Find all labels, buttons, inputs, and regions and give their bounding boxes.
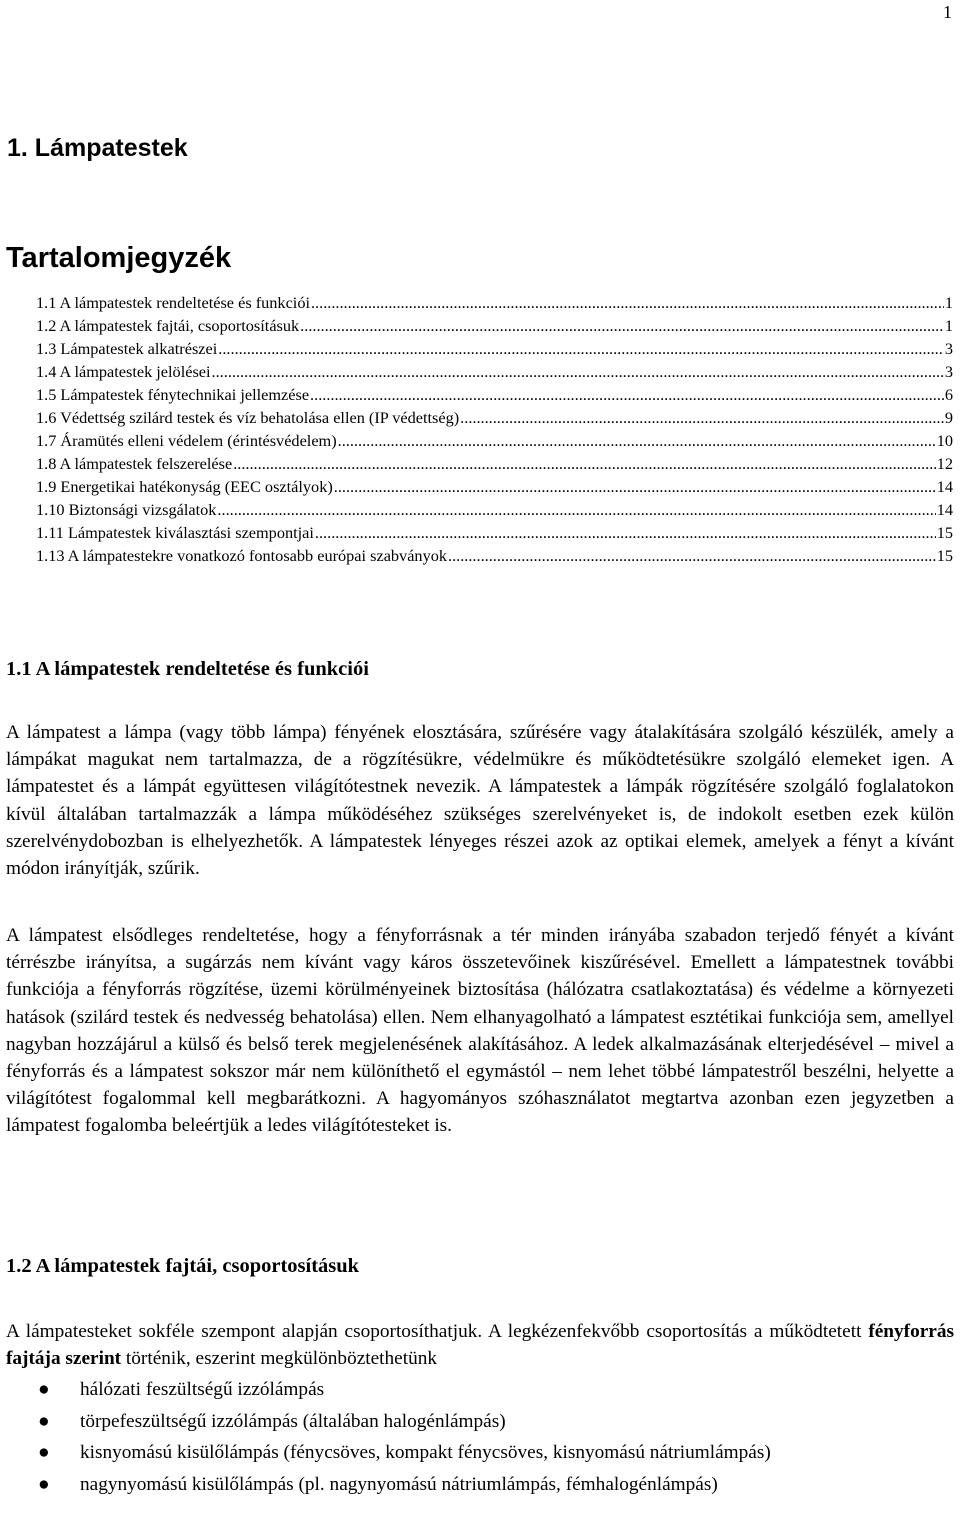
toc-entry-label: 1.8 A lámpatestek felszerelése [36,454,233,473]
toc-entry-label: 1.11 Lámpatestek kiválasztási szempontjai [36,523,314,542]
toc-entry-page: 9 [944,408,953,427]
toc-leader-dots [217,498,935,521]
toc-leader-dots [311,291,944,314]
toc-entry-page: 10 [936,431,953,450]
toc-entry[interactable] [36,360,953,383]
page-number: 1 [943,2,952,22]
bullet-icon: ● [38,1442,50,1463]
intro-text-bold: fényforrás fajtája szerint [6,1321,954,1370]
light-source-list [6,1376,954,1502]
intro-text-start: A lámpatesteket sokféle szempont alapján csoportosíthatjuk. A legkézenfekvőbb csoportosítás a működtetett [6,1321,869,1342]
toc-entry-label: 1.5 Lámpatestek fénytechnikai jellemzése [36,385,310,404]
toc-entry-label: 1.4 A lámpatestek jelölései [36,362,211,381]
section-1-2-intro [6,1318,954,1372]
toc-entry-page: 12 [936,454,953,473]
toc-entry-label: 1.9 Energetikai hatékonyság (EEC osztályok) [36,477,333,496]
toc-leader-dots [334,475,936,498]
toc-entry[interactable] [36,337,953,360]
section-1-1-paragraph-2: A lámpatest elsődleges rendeltetése, hogy a fényforrásnak a tér minden irányába szabadon terjedő fényét a kívánt térrészbe irányítsa, a sugárzás nem kívánt vagy káros összetevőinek kiszűrésével. Emellett a lámpatestnek további funkciója a fényforrás rögzítése, üzemi körülményeinek biztosítása (hálózatra csatlakoztatása) és védelme a környezeti hatások (szilárd testek és nedvesség behatolása) ellen. Nem elhanyagolható a lámpatest esztétikai funkciója sem, amellyel nagyban hozzájárul a külső és belső terek megjelenésének alakításához. A ledek alkalmazásának elterjedésével – mivel a fényforrás és a lámpatest sokszor már nem különíthető el egymástól – nem lehet többé lámpatestről beszélni, helyette a világítótest fogalommal kell megbarátkozni. A hagyományos szóhasználatot megtartva azonban ezen jegyzetben a lámpatest fogalomba beleértjük a ledes világítótesteket is. [6,925,954,1137]
list-item-text: törpefeszültségű izzólámpás (általában halogénlámpás) [80,1410,506,1432]
toc-entry-label: 1.2 A lámpatestek fajtái, csoportosításuk [36,316,300,335]
toc-title: Tartalomjegyzék [6,242,232,274]
toc-entry[interactable] [36,521,953,544]
chapter-title: 1. Lámpatestek [7,134,188,162]
toc-entry-label: 1.7 Áramütés elleni védelem (érintésvédelem) [36,431,337,450]
list-item [6,1408,954,1437]
list-item [6,1439,954,1468]
toc-entry-page: 3 [944,339,953,358]
toc-entry[interactable] [36,498,953,521]
toc-entry[interactable] [36,406,953,429]
list-item-text: nagynyomású kisülőlámpás (pl. nagynyomású nátriumlámpás, fémhalogénlámpás) [80,1473,718,1495]
section-1-1-paragraph-1: A lámpatest a lámpa (vagy több lámpa) fényének elosztására, szűrésére vagy átalakítására szolgáló készülék, amely a lámpákat magukat nem tartalmazza, de a rögzítésükre, védelmükre és működtetésükre szolgáló elemeket igen. A lámpatestet és a lámpát együttesen világítótestnek nevezik. A lámpatestek a lámpák rögzítésére szolgáló foglalatokon kívül általában tartalmazzák a lámpa működéséhez szükséges szerelvényeket is, de indokolt esetben ezek külön szerelvénydobozban is elhelyezhetők. A lámpatestek lényeges részei azok az optikai elemek, amelyek a fényt a kívánt módon irányítják, szűrik. [6,722,954,880]
toc-entry-page: 14 [936,477,953,496]
toc-entry[interactable] [36,383,953,406]
list-item [6,1471,954,1500]
list-item-text: hálózati feszültségű izzólámpás [80,1379,325,1400]
toc-entry-page: 14 [936,500,953,519]
toc-entry-page: 1 [944,293,953,312]
toc-entry-label: 1.10 Biztonsági vizsgálatok [36,500,217,519]
toc-entry-label: 1.13 A lámpatestekre vonatkozó fontosabb európai szabványok [36,546,447,565]
list-item-text: kisnyomású kisülőlámpás (fénycsöves, kompakt fénycsöves, kisnyomású nátriumlámpás) [80,1442,771,1463]
toc-entry[interactable] [36,291,953,314]
toc-leader-dots [448,544,936,567]
toc-leader-dots [300,314,944,337]
bullet-icon: ● [38,1379,50,1400]
bullet-icon: ● [38,1410,50,1432]
list-item [6,1376,954,1405]
toc-entry-label: 1.6 Védettség szilárd testek és víz behatolása ellen (IP védettség) [36,408,460,427]
toc-leader-dots [218,337,944,360]
table-of-contents [36,291,953,567]
toc-entry-page: 1 [944,316,953,335]
toc-entry-page: 15 [936,523,953,542]
toc-entry[interactable] [36,544,953,567]
toc-entry[interactable] [36,475,953,498]
toc-entry[interactable] [36,452,953,475]
bullet-icon: ● [38,1473,50,1495]
section-title-1-2: 1.2 A lámpatestek fajtái, csoportosításuk [6,1255,360,1277]
toc-entry-page: 6 [944,385,953,404]
toc-leader-dots [233,452,936,475]
toc-leader-dots [212,360,944,383]
toc-entry[interactable] [36,314,953,337]
toc-entry-label: 1.1 A lámpatestek rendeltetése és funkciói [36,293,310,312]
toc-entry[interactable] [36,429,953,452]
toc-entry-label: 1.3 Lámpatestek alkatrészei [36,339,218,358]
toc-leader-dots [338,429,936,452]
section-title-1-1: 1.1 A lámpatestek rendeltetése és funkciói [6,658,369,680]
toc-entry-page: 3 [944,362,953,381]
toc-leader-dots [315,521,936,544]
toc-leader-dots [460,406,944,429]
intro-text-end: történik, eszerint megkülönböztethetünk [121,1348,438,1370]
toc-entry-page: 15 [936,546,953,565]
toc-leader-dots [310,383,944,406]
